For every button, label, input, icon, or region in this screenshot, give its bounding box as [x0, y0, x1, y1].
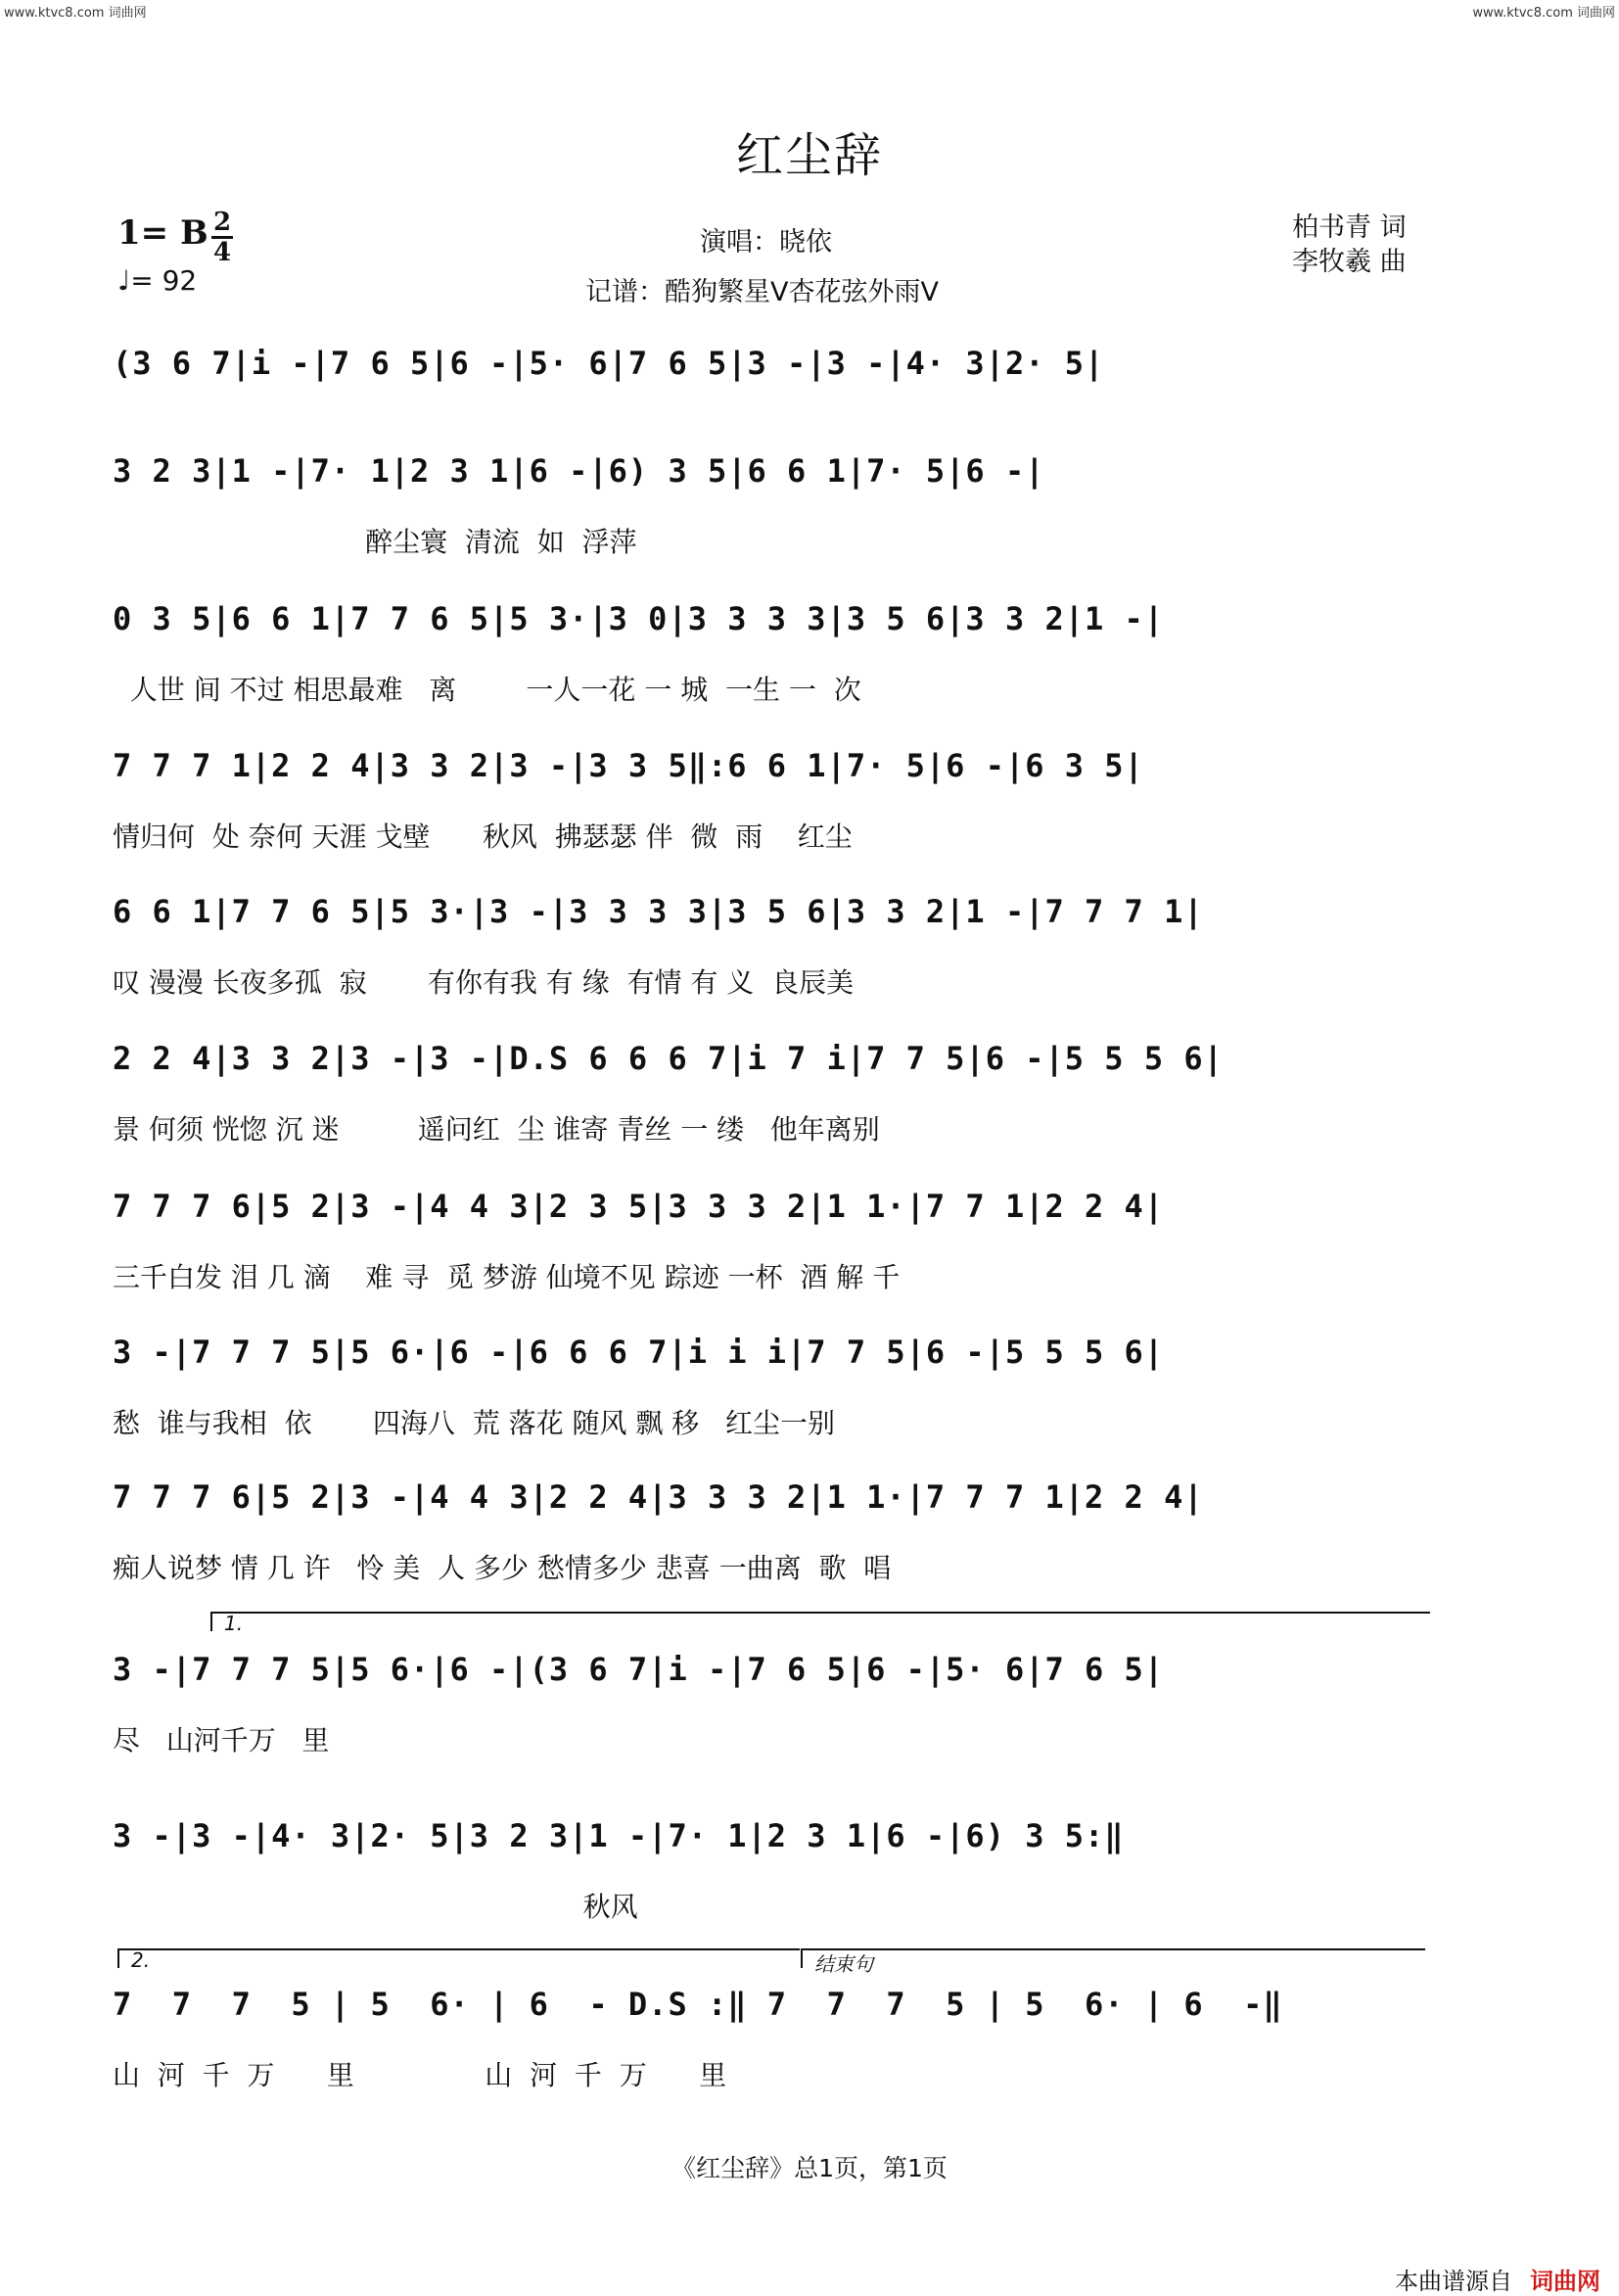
lyricist-credit: 柏书青 词 [1292, 212, 1407, 243]
notation-line: 2 2 4|3 3 2|3 -|3 -|D.S 6 6 6 7|i 7 i|7 7 5|6 -|5 5 5 6| [113, 1040, 1224, 1077]
lyric-line: 痴人说梦 情 几 许 怜 美 人 多少 愁情多少 悲喜 一曲离 歌 唱 [113, 1552, 892, 1584]
lyric-line: 愁 谁与我相 依 四海八 荒 落花 随风 飘 移 红尘一别 [113, 1407, 836, 1439]
notation-line: (3 6 7|i -|7 6 5|6 -|5· 6|7 6 5|3 -|3 -|4· 3|2· 5| [113, 345, 1105, 382]
lyric-line: 三千白发 泪 几 滴 难 寻 觅 梦游 仙境不见 踪迹 一杯 酒 解 千 [113, 1261, 901, 1293]
lyric-line: 人世 间 不过 相思最难 离 一人一花 一 城 一生 一 次 [113, 674, 861, 706]
source-brand-link[interactable]: 词曲网 [1530, 2268, 1600, 2295]
lyric-line: 醉尘寰 清流 如 浮萍 [113, 526, 637, 558]
lyric-line: 叹 漫漫 长夜多孤 寂 有你有我 有 缘 有情 有 义 良辰美 [113, 966, 855, 999]
notation-line: 3 -|7 7 7 5|5 6·|6 -|(3 6 7|i -|7 6 5|6 -|5· 6|7 6 5| [113, 1651, 1165, 1688]
composer-credit: 李牧羲 曲 [1292, 247, 1407, 277]
notation-line: 3 2 3|1 -|7· 1|2 3 1|6 -|6) 3 5|6 6 1|7· 5|6 -| [113, 452, 1045, 490]
notation-line: 7 7 7 6|5 2|3 -|4 4 3|2 3 5|3 3 3 2|1 1·|7 7 1|2 2 4| [113, 1188, 1165, 1225]
page-footer: 《红尘辞》总1页，第1页 [671, 2154, 948, 2182]
time-signature [211, 210, 233, 265]
notation-line: 3 -|7 7 7 5|5 6·|6 -|6 6 6 7|i i i|7 7 5|6 -|5 5 5 6| [113, 1334, 1165, 1371]
time-signature-top: 2 [212, 208, 232, 237]
notation-line: 6 6 1|7 7 6 5|5 3·|3 -|3 3 3 3|3 5 6|3 3 2|1 -|7 7 7 1| [113, 893, 1204, 930]
first-ending-bracket [210, 1612, 1430, 1635]
notation-line: 0 3 5|6 6 1|7 7 6 5|5 3·|3 0|3 3 3 3|3 5 6|3 3 2|1 -| [113, 600, 1165, 637]
lyric-line: 景 何须 恍惚 沉 迷 遥问红 尘 谁寄 青丝 一 缕 他年离别 [113, 1113, 880, 1146]
lyric-line: 秋风 [113, 1891, 638, 1923]
site-watermark-right: www.ktvc8.com 词曲网 [1472, 6, 1615, 21]
lyric-line: 尽 山河千万 里 [113, 1724, 330, 1757]
transcriber-credit: 记谱：酷狗繁星V杏花弦外雨V [585, 277, 939, 307]
site-watermark-left: www.ktvc8.com 词曲网 [4, 6, 147, 21]
notation-line: 7 7 7 1|2 2 4|3 3 2|3 -|3 3 5‖:6 6 1|7· 5|6 -|6 3 5| [113, 747, 1144, 784]
lyric-line: 情归何 处 奈何 天涯 戈壁 秋风 拂瑟瑟 伴 微 雨 红尘 [113, 820, 853, 853]
notation-line: 7 7 7 6|5 2|3 -|4 4 3|2 2 4|3 3 3 2|1 1·|7 7 7 1|2 2 4| [113, 1478, 1204, 1516]
lyric-line: 山 河 千 万 里 山 河 千 万 里 [113, 2059, 727, 2091]
key-signature: 1= B [117, 213, 208, 253]
first-ending-label: 1. [224, 1612, 244, 1635]
source-label: 本曲谱源自 [1395, 2268, 1512, 2295]
ending-label: 结束句 [814, 1952, 873, 1976]
second-ending-label: 2. [131, 1948, 151, 1972]
second-ending-bracket [117, 1948, 800, 1972]
time-signature-bottom: 4 [212, 238, 232, 267]
singer-credit: 演唱：晓依 [700, 227, 832, 258]
ending-bracket [801, 1948, 1425, 1976]
notation-line: 7 7 7 5 | 5 6· | 6 - D.S :‖ 7 7 7 5 | 5 6· | 6 -‖ [113, 1986, 1283, 2023]
tempo-marking: ♩= 92 [117, 264, 198, 297]
notation-line: 3 -|3 -|4· 3|2· 5|3 2 3|1 -|7· 1|2 3 1|6 -|6) 3 5:‖ [113, 1817, 1125, 1854]
song-title: 红尘辞 [735, 128, 883, 183]
